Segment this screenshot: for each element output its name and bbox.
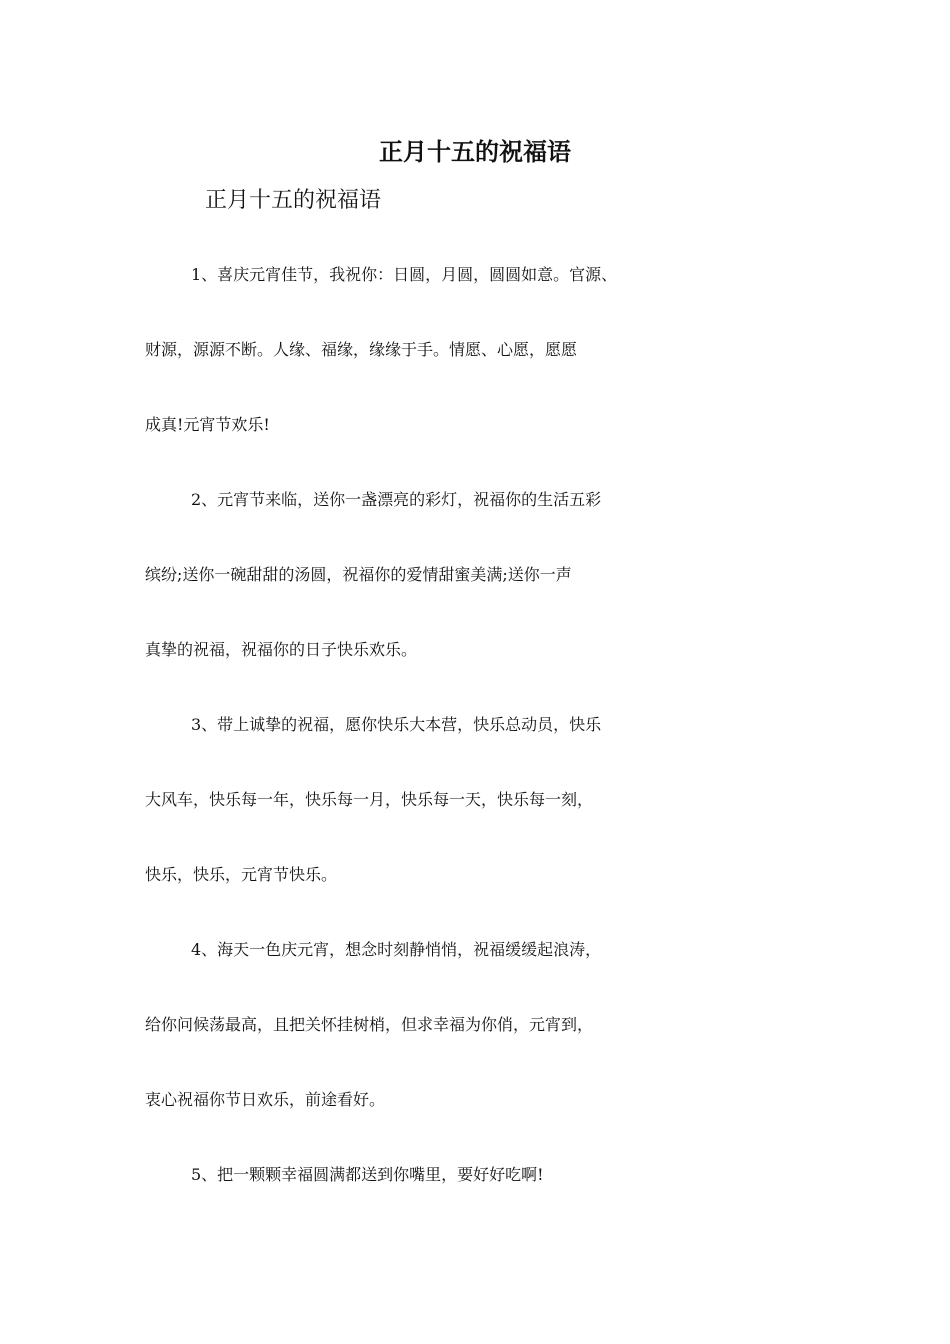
paragraph-line: 成真!元宵节欢乐! (145, 415, 270, 434)
paragraph-3 (145, 706, 833, 931)
paragraph-line: 5、把一颗颗幸福圆满都送到你嘴里，要好好吃啊! (191, 1165, 544, 1184)
paragraph-line: 给你问候荡最高，且把关怀挂树梢，但求幸福为你俏，元宵到， (145, 1015, 594, 1034)
paragraph-5 (145, 1156, 833, 1231)
paragraph-line: 衷心祝福你节日欢乐，前途看好。 (145, 1090, 386, 1109)
paragraph-line: 缤纷;送你一碗甜甜的汤圆，祝福你的爱情甜蜜美满;送你一声 (145, 565, 572, 584)
paragraph-2 (145, 481, 833, 706)
paragraph-line: 4、海天一色庆元宵，想念时刻静悄悄，祝福缓缓起浪涛， (191, 940, 602, 959)
document-title: 正月十五的祝福语 (379, 137, 571, 166)
paragraph-1 (145, 256, 833, 481)
paragraph-line: 2、元宵节来临，送你一盏漂亮的彩灯，祝福你的生活五彩 (191, 490, 602, 509)
paragraph-line: 3、带上诚挚的祝福，愿你快乐大本营，快乐总动员，快乐 (191, 715, 602, 734)
paragraph-4 (145, 931, 833, 1156)
paragraph-list (145, 256, 833, 1231)
document-subtitle: 正月十五的祝福语 (205, 188, 382, 213)
paragraph-line: 财源，源源不断。人缘、福缘，缘缘于手。情愿、心愿，愿愿 (145, 340, 578, 359)
paragraph-line: 1、喜庆元宵佳节，我祝你：日圆，月圆，圆圆如意。官源、 (191, 265, 618, 284)
paragraph-line: 真挚的祝福，祝福你的日子快乐欢乐。 (145, 640, 418, 659)
paragraph-line: 大风车，快乐每一年，快乐每一月，快乐每一天，快乐每一刻， (145, 790, 594, 809)
paragraph-line: 快乐，快乐，元宵节快乐。 (145, 865, 338, 884)
